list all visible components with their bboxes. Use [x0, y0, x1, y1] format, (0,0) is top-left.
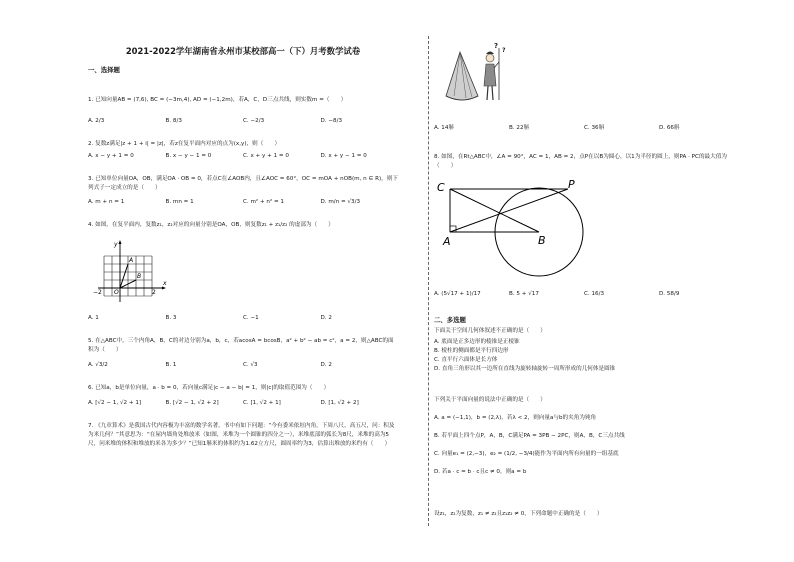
- question-4-text: 4. 如图，在复平面内，复数z₁，z₂对应的向量分别是OA，OB，则复数z₁ + z₁/z₂ 的虚部为（ ）: [88, 222, 334, 228]
- question-9-text: 下面关于空间几何体叙述不正确的是（ ）: [434, 328, 546, 334]
- tick-label-negative: −2: [93, 289, 102, 296]
- question-5-options: [88, 361, 398, 370]
- question-4-option-c: C. −1: [243, 315, 259, 321]
- question-1-option-d: D. −8/3: [320, 118, 343, 124]
- exam-title: 2021-2022学年湖南省永州市某校部高一（下）月考数学试卷: [125, 46, 361, 56]
- section-heading-single-choice: 一、选择题: [88, 66, 120, 74]
- question-5-option-c: C. √3: [243, 362, 258, 368]
- y-axis-arrow: [119, 240, 122, 244]
- question-10-text: 下列关于平面向量的说法中正确的是（ ）: [434, 397, 546, 403]
- question-5-option-a: A. √3/2: [88, 362, 108, 368]
- question-3-option-d: D. m/n = √3/3: [320, 199, 361, 205]
- question-2-text: 2. 复数z满足|z + 1 + i| = |z|，若z在复平面内对应的点为(x,y)，则（ ）: [88, 141, 281, 147]
- question-8-option-b: B. 5 + √17: [509, 291, 539, 297]
- question-2-options: [88, 152, 398, 161]
- point-b-label: B: [538, 234, 546, 247]
- grid-lines: [104, 256, 152, 296]
- section-heading-multiple-choice: 二、多选题: [434, 316, 466, 324]
- question-7-option-d: D. 66斛: [659, 125, 680, 131]
- question-3-option-b: B. mn = 1: [165, 199, 194, 205]
- question-9-option-b: B. 棱柱的侧面都是平行四边形: [434, 348, 509, 354]
- origin-label: O: [114, 289, 119, 296]
- question-4-option-d: D. 2: [320, 315, 332, 321]
- point-a-label: A: [443, 235, 451, 248]
- question-5-text: 5. 在△ABC中，三个内角A，B，C的对边分别为a，b，c，若acosA = bcosB，a² + b² − ab = c²，a = 2，则△ABC的面积为（ ）: [88, 338, 394, 353]
- segment-cb: [450, 189, 539, 232]
- point-c-label: C: [437, 181, 445, 194]
- question-9-option-a: A. 底面是正多边形的棱锥是正棱锥: [434, 339, 520, 345]
- question-3-text: 3. 已知单位向量OA，OB，满足OA · OB = 0，若点C在∠AOB内，且∠AOC = 60°，OC = mOA + nOB(m, n ∈ R)，则下列式子一定成立的是（ ）: [88, 176, 398, 191]
- question-3-option-c: C. m² + n² = 1: [243, 199, 284, 205]
- question-4-option-a: A. 1: [88, 315, 99, 321]
- question-6-option-d: D. [1, √2 + 2]: [320, 400, 359, 406]
- question-7-option-b: B. 22斛: [509, 125, 530, 131]
- question-10-option-c: C. 向量e₁ = (2,−3)，e₂ = (1/2, −3/4)能作为平面内所有向量的一组基底: [434, 451, 619, 457]
- question-6-option-b: B. [√2 − 1, √2 + 2]: [165, 400, 219, 406]
- question-9: [434, 327, 734, 374]
- question-3-options: [88, 198, 398, 207]
- column-divider: [428, 36, 429, 526]
- point-a-label: A: [129, 257, 134, 264]
- y-axis-label: y: [114, 241, 118, 248]
- question-8-option-c: C. 16/3: [584, 291, 605, 297]
- question-1-option-a: A. 2/3: [88, 118, 105, 124]
- svg-text:?: ?: [502, 47, 506, 54]
- question-8-option-a: A. (5√17 + 1)/17: [434, 291, 481, 297]
- point-b-label: B: [137, 273, 142, 280]
- question-7-text: 7. 《九章算术》是我国古代内容极为丰富的数学名著，书中有如下问题：“今有委米依垣内角，下周八尺，高五尺，问：积及为米几何？”其意思为：“在屋内墙角处堆放米（如图，米堆为一个圆锥的四分之一），米堆底部的弧长为8尺，米堆的高为5尺，问米堆的体积和堆放的米各为多少？”已知1斛米的体积约为1.62立方尺，圆周率约为3，估算出堆放的米约有（ ）: [88, 423, 395, 447]
- x-axis-label: x: [163, 280, 167, 287]
- question-8-option-d: D. 58/9: [659, 291, 680, 297]
- question-1-option-b: B. 8/3: [165, 118, 182, 124]
- question-10-option-a: A. a = (−1,1)，b = (2,λ)，若λ < 2，则向量a与b的夹角为钝角: [434, 415, 597, 421]
- question-7-option-c: C. 36斛: [584, 125, 605, 131]
- svg-text:?: ?: [494, 42, 499, 50]
- question-3-option-a: A. m + n = 1: [88, 199, 125, 205]
- question-7-option-a: A. 14斛: [434, 125, 454, 131]
- segment-ap: [450, 189, 568, 232]
- question-1-options: [88, 117, 398, 126]
- question-6-option-a: A. [√2 − 1, √2 + 1]: [88, 400, 142, 406]
- tick-label-positive: 2: [152, 289, 156, 296]
- question-8-text: 8. 如图，在Rt△ABC中，∠A = 90°，AC = 1，AB = 2，点P在以B为圆心，以1为半径的圆上，则PA · PC的最大值为（ ）: [434, 154, 727, 169]
- question-9-option-c: C. 直平行六面体是长方体: [434, 357, 498, 363]
- question-10-option-d: D. 若a · c = b · c且c ≠ 0，则a = b: [434, 469, 527, 475]
- point-p-label: P: [568, 178, 575, 191]
- left-column: [88, 40, 398, 449]
- question-9-option-d: D. 直角三角形以其一边所在直线为旋转轴旋转一周所形成的几何体是圆锥: [434, 366, 616, 372]
- question-6-options: [88, 399, 398, 408]
- question-10-option-b: B. 若平面上四个点P，A，B，C满足PA = 3PB − 2PC，则A，B，C三点共线: [434, 433, 625, 439]
- question-11-text: 设z₁，z₂为复数，z₁ ≠ z₂且z₁z₂ ≠ 0，下列命题中正确的是（ ）: [434, 511, 603, 517]
- question-7-rice-pile-figure: [442, 40, 512, 106]
- question-5-option-b: B. 1: [165, 362, 177, 368]
- rice-pile-cone-icon: [446, 52, 478, 100]
- question-2-option-d: D. x + y − 1 = 0: [320, 153, 367, 159]
- question-2-option-a: A. x − y + 1 = 0: [88, 153, 134, 159]
- question-10: [434, 396, 734, 477]
- question-5-option-d: D. 2: [320, 362, 332, 368]
- question-1-option-c: C. −2/3: [243, 118, 265, 124]
- question-2-option-b: B. x − y − 1 = 0: [165, 153, 212, 159]
- question-8-options: [434, 290, 734, 299]
- question-7-options: [434, 124, 734, 133]
- person-with-question-icon: [484, 42, 506, 100]
- question-8-triangle-circle-figure: [434, 176, 584, 286]
- question-2-option-c: C. x + y + 1 = 0: [243, 153, 289, 159]
- question-6-text: 6. 已知a，b是单位向量，a · b = 0，若向量c满足|c − a − b| = 1，则|c|的取值范围为（ ）: [88, 385, 330, 391]
- question-4-complex-plane-figure: [90, 236, 170, 308]
- question-4-option-b: B. 3: [165, 315, 177, 321]
- question-4-options: [88, 314, 398, 323]
- question-1-text: 1. 已知向量AB = (7,6), BC = (−3m,4), AD = (−1,2m)，若A，C，D三点共线，则实数m =（ ）: [88, 97, 347, 103]
- question-6-option-c: C. [1, √2 + 1]: [243, 400, 281, 406]
